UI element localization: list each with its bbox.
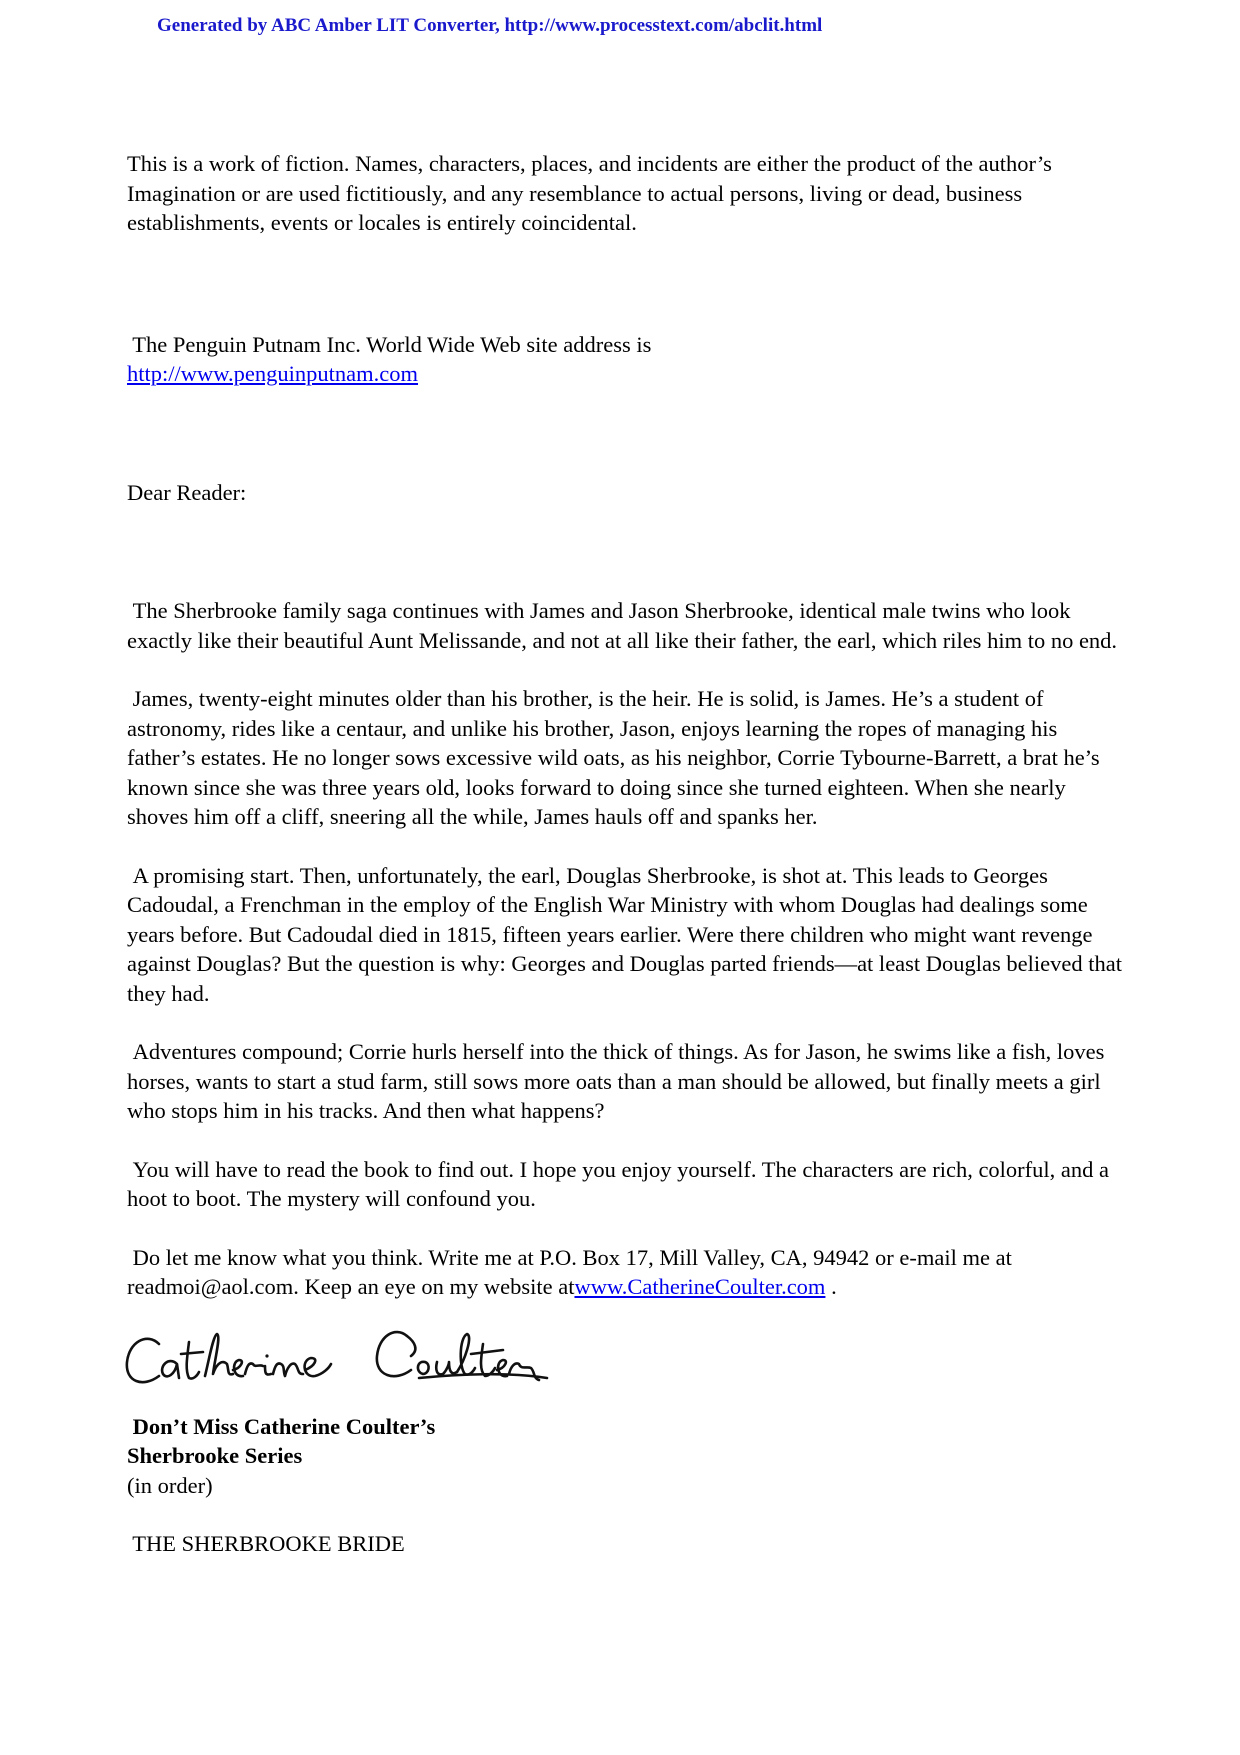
letter-paragraph-1: The Sherbrooke family saga continues with James and Jason Sherbrooke, identical male twins who look exactly like their beautiful Aunt Melissande, and not at all like their father, the earl, which riles him to no end. — [127, 598, 1118, 653]
letter-paragraph-3: A promising start. Then, unfortunately, the earl, Douglas Sherbrooke, is shot at. This leads to Georges Cadoudal, a Frenchman in the employ of the English War Ministry with whom Douglas had dealings some years before. But Cadoudal died in 1815, fifteen years earlier. Were there children who might want revenge against Douglas? But the question is why: Georges and Douglas parted friends—at least Douglas believed that they had. — [127, 862, 1128, 1006]
author-website-link[interactable]: www.CatherineCoulter.com — [574, 1274, 826, 1299]
publisher-website — [127, 330, 1127, 389]
letter-contact — [127, 1243, 1127, 1302]
letter-paragraph-5: You will have to read the book to find out. I hope you enjoy yourself. The characters are rich, colorful, and a hoot to boot. The mystery will confound you. — [127, 1156, 1115, 1211]
series-title-line2: Sherbrooke Series — [127, 1443, 303, 1468]
contact-text-end: . — [825, 1274, 837, 1299]
letter-paragraph-4: Adventures compound; Corrie hurls herself into the thick of things. As for Jason, he swims like a fish, loves horses, wants to start a stud farm, still sows more oats than a man should be allowed, but finally meets a girl who stops him in his tracks. And then what happens? — [127, 1039, 1110, 1123]
author-signature — [119, 1314, 599, 1404]
publisher-website-text: The Penguin Putnam Inc. World Wide Web site address is — [127, 331, 652, 357]
document-body — [127, 149, 1127, 1559]
letter-paragraph-2: James, twenty-eight minutes older than his brother, is the heir. He is solid, is James. He’s a student of astronomy, rides like a centaur, and unlike his brother, Jason, enjoys learning the ropes of managing his father’s estates. He no longer sows excessive wild oats, as his neighbor, Corrie Tybourne-Barrett, a brat he’s known since she was three years old, looks forward to doing since she turned eighteen. When she nearly shoves him off a cliff, sneering all the while, James hauls off and spanks her. — [127, 686, 1106, 829]
letter-salutation: Dear Reader: — [127, 479, 247, 505]
series-book-1: THE SHERBROOKE BRIDE — [127, 1531, 405, 1556]
series-heading — [127, 1412, 1127, 1501]
series-subtitle: (in order) — [127, 1472, 213, 1498]
fiction-disclaimer: This is a work of fiction. Names, characters, places, and incidents are either the product of the author’s Imagination or are used fictitiously, and any resemblance to actual persons, living or dead, business establishments, events or locales is entirely coincidental. — [127, 151, 1052, 235]
contact-text: Do let me know what you think. Write me at P.O. Box 17, Mill Valley, CA, 94942 or e-mail me at readmoi@aol.com. Keep an eye on my website at — [127, 1244, 1018, 1299]
series-title-line1: Don’t Miss Catherine Coulter’s — [127, 1413, 436, 1439]
publisher-website-link[interactable]: http://www.penguinputnam.com — [127, 361, 419, 386]
converter-header: Generated by ABC Amber LIT Converter, http://www.processtext.com/abclit.html — [157, 15, 823, 36]
